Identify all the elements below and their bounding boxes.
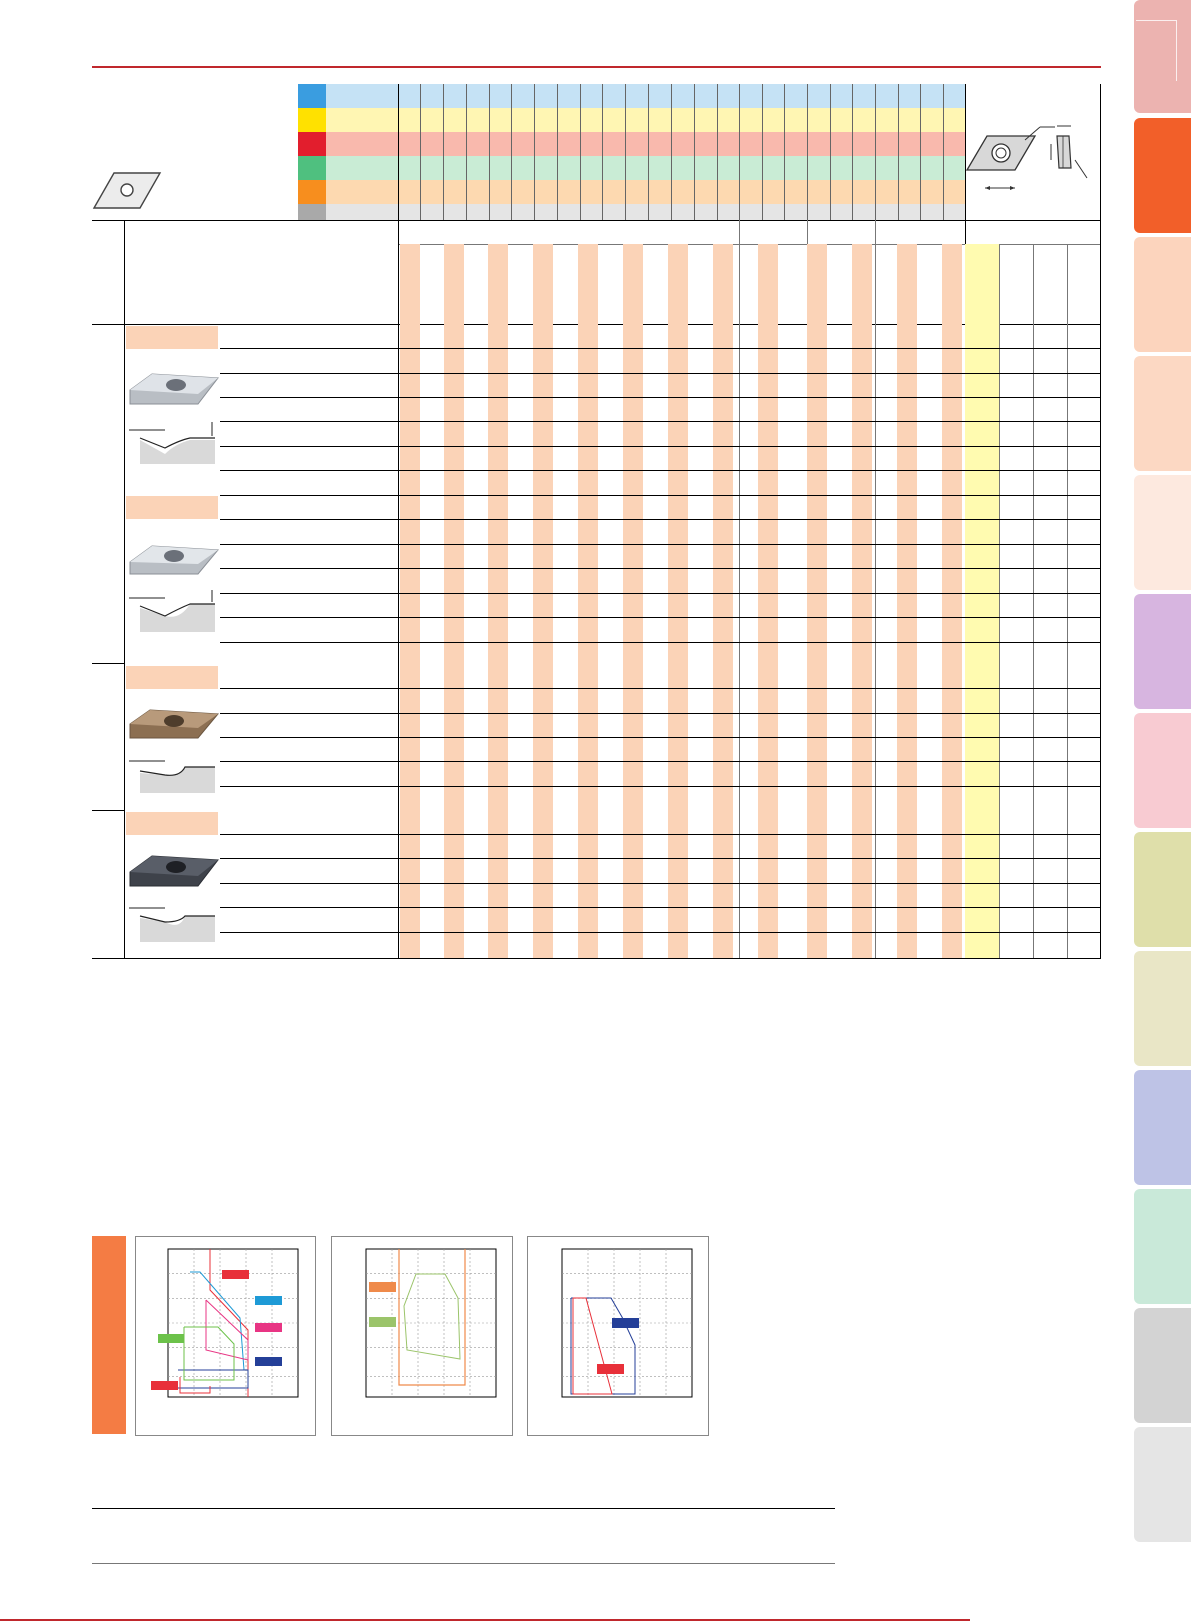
series-label-box	[369, 1317, 396, 1327]
series-label-box	[255, 1323, 282, 1332]
series-label-box	[369, 1282, 396, 1292]
series-label-box	[222, 1270, 249, 1279]
bottom-rule	[0, 1619, 970, 1621]
series-label-box	[158, 1334, 184, 1343]
footnote-rule	[92, 1563, 835, 1564]
footnote-rule	[92, 1508, 835, 1509]
series-label-box	[255, 1296, 282, 1305]
series-label-box	[597, 1364, 624, 1374]
series-label-box	[151, 1381, 178, 1390]
series-label-box	[255, 1357, 282, 1366]
series-label-box	[612, 1318, 639, 1328]
